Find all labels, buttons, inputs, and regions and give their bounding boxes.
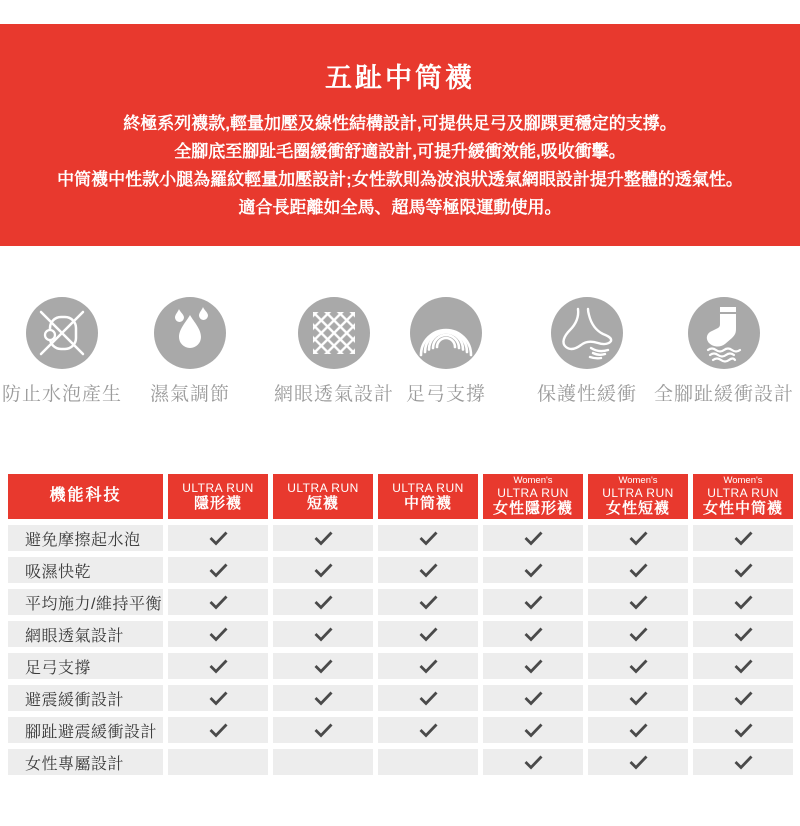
check-icon: [733, 722, 754, 738]
check-cell: [378, 717, 478, 743]
check-cell: [588, 525, 688, 551]
product-name-label: 女性隱形襪: [492, 500, 573, 518]
check-cell: [378, 685, 478, 711]
check-cell: [168, 557, 268, 583]
brand-label: ULTRA RUN: [707, 486, 779, 501]
check-icon: [628, 658, 649, 674]
check-icon: [733, 562, 754, 578]
table-row-label: 平均施力/維持平衡: [8, 589, 163, 615]
check-cell: [378, 653, 478, 679]
check-icon: [733, 530, 754, 546]
check-icon: [628, 722, 649, 738]
feature-moisture: [150, 297, 230, 406]
check-cell: [588, 717, 688, 743]
protective-cushion-icon: [551, 297, 623, 369]
feature-label: 保護性緩衝: [536, 384, 638, 405]
check-icon: [313, 594, 334, 610]
check-icon: [313, 562, 334, 578]
check-cell: [378, 557, 478, 583]
column-header-womens-short: [588, 474, 688, 519]
description-line: 終極系列襪款,輕量加壓及線性結構設計,可提供足弓及腳踝更穩定的支撐。: [123, 114, 677, 133]
check-cell: [273, 685, 373, 711]
check-cell: [273, 653, 373, 679]
table-row-label: 避震緩衝設計: [8, 685, 163, 711]
check-icon: [208, 594, 229, 610]
product-title: 五趾中筒襪: [325, 63, 475, 93]
check-cell: [693, 621, 793, 647]
check-cell: [588, 589, 688, 615]
feature-label: 網眼透氣設計: [273, 384, 395, 405]
check-cell: [378, 525, 478, 551]
feature-icons-row: [0, 246, 800, 474]
check-cell: [273, 717, 373, 743]
feature-label: 防止水泡產生: [1, 384, 123, 405]
check-cell: [273, 525, 373, 551]
check-icon: [628, 562, 649, 578]
check-icon: [523, 562, 544, 578]
column-header-ultra-run-invisible: [168, 474, 268, 519]
check-icon: [523, 754, 544, 770]
table-row-label: 腳趾避震緩衝設計: [8, 717, 163, 743]
feature-no-blister: [2, 297, 122, 406]
check-icon: [523, 722, 544, 738]
check-cell: [168, 589, 268, 615]
check-cell: [693, 749, 793, 775]
product-name-label: 隱形襪: [193, 494, 242, 512]
empty-cell: [168, 749, 268, 775]
empty-cell: [273, 749, 373, 775]
check-icon: [628, 690, 649, 706]
check-icon: [418, 722, 439, 738]
check-cell: [693, 525, 793, 551]
check-icon: [628, 594, 649, 610]
check-icon: [313, 722, 334, 738]
feature-protective-cushion: [537, 297, 637, 406]
feature-arch-support: [406, 297, 486, 406]
brand-label: ULTRA RUN: [497, 486, 569, 501]
check-cell: [693, 653, 793, 679]
check-cell: [588, 685, 688, 711]
check-icon: [733, 594, 754, 610]
check-icon: [628, 626, 649, 642]
check-cell: [273, 589, 373, 615]
check-cell: [273, 621, 373, 647]
check-icon: [628, 530, 649, 546]
check-cell: [483, 685, 583, 711]
brand-label: ULTRA RUN: [392, 480, 464, 495]
toe-cushion-icon: [688, 297, 760, 369]
feature-label: 濕氣調節: [149, 384, 231, 405]
check-icon: [208, 690, 229, 706]
check-cell: [588, 557, 688, 583]
check-cell: [483, 717, 583, 743]
feature-toe-cushion: [654, 297, 794, 406]
column-header-ultra-run-short: [273, 474, 373, 519]
product-name-label: 中筒襪: [403, 494, 452, 512]
empty-cell: [378, 749, 478, 775]
product-description: [0, 110, 800, 222]
check-icon: [523, 530, 544, 546]
check-icon: [523, 626, 544, 642]
check-icon: [523, 690, 544, 706]
table-row-label: 足弓支撐: [8, 653, 163, 679]
column-header-womens-mid: [693, 474, 793, 519]
check-cell: [483, 621, 583, 647]
check-cell: [693, 717, 793, 743]
check-cell: [693, 685, 793, 711]
check-icon: [418, 626, 439, 642]
check-icon: [523, 594, 544, 610]
check-icon: [418, 690, 439, 706]
check-icon: [418, 562, 439, 578]
brand-label: ULTRA RUN: [287, 480, 359, 495]
description-line: 適合長距離如全馬、超馬等極限運動使用。: [238, 198, 562, 217]
check-icon: [523, 658, 544, 674]
check-icon: [313, 690, 334, 706]
column-header-womens-invisible: [483, 474, 583, 519]
check-icon: [733, 626, 754, 642]
feature-label: 足弓支撐: [405, 384, 487, 405]
arch-support-icon: [410, 297, 482, 369]
table-row-label: 女性專屬設計: [8, 749, 163, 775]
check-icon: [418, 594, 439, 610]
check-icon: [418, 658, 439, 674]
check-cell: [483, 653, 583, 679]
check-icon: [208, 626, 229, 642]
check-cell: [168, 621, 268, 647]
check-icon: [733, 754, 754, 770]
check-icon: [208, 530, 229, 546]
check-icon: [208, 722, 229, 738]
check-cell: [378, 621, 478, 647]
product-banner: [0, 24, 800, 246]
check-icon: [313, 626, 334, 642]
description-line: 中筒襪中性款小腿為羅紋輕量加壓設計;女性款則為波浪狀透氣網眼設計提升整體的透氣性。: [57, 170, 743, 189]
table-row-label: 避免摩擦起水泡: [8, 525, 163, 551]
check-cell: [483, 557, 583, 583]
description-line: 全腳底至腳趾毛圈緩衝舒適設計,可提升緩衝效能,吸收衝擊。: [174, 142, 626, 161]
check-cell: [483, 749, 583, 775]
womens-label: Women's: [723, 474, 763, 486]
check-cell: [693, 589, 793, 615]
table-row-label: 網眼透氣設計: [8, 621, 163, 647]
check-icon: [733, 658, 754, 674]
table-row-label: 吸濕快乾: [8, 557, 163, 583]
check-cell: [483, 525, 583, 551]
check-cell: [588, 749, 688, 775]
check-icon: [733, 690, 754, 706]
check-cell: [588, 621, 688, 647]
check-cell: [378, 589, 478, 615]
check-icon: [628, 754, 649, 770]
feature-mesh: [274, 297, 394, 406]
feature-label: 全腳趾緩衝設計: [653, 384, 795, 405]
check-icon: [313, 658, 334, 674]
check-cell: [168, 685, 268, 711]
check-icon: [418, 530, 439, 546]
check-cell: [483, 589, 583, 615]
moisture-control-icon: [154, 297, 226, 369]
table-corner-header: 機能科技: [8, 474, 163, 519]
column-header-ultra-run-mid: [378, 474, 478, 519]
check-cell: [168, 717, 268, 743]
no-blister-icon: [26, 297, 98, 369]
womens-label: Women's: [618, 474, 658, 486]
check-icon: [313, 530, 334, 546]
brand-label: ULTRA RUN: [182, 480, 254, 495]
product-name-label: 女性中筒襪: [702, 500, 783, 518]
check-cell: [168, 525, 268, 551]
womens-label: Women's: [513, 474, 553, 486]
check-icon: [208, 562, 229, 578]
comparison-table: [8, 474, 793, 775]
check-cell: [588, 653, 688, 679]
check-cell: [168, 653, 268, 679]
brand-label: ULTRA RUN: [602, 486, 674, 501]
product-name-label: 短襪: [306, 494, 339, 512]
product-name-label: 女性短襪: [605, 500, 670, 518]
check-cell: [693, 557, 793, 583]
check-icon: [208, 658, 229, 674]
check-cell: [273, 557, 373, 583]
mesh-breathable-icon: [298, 297, 370, 369]
